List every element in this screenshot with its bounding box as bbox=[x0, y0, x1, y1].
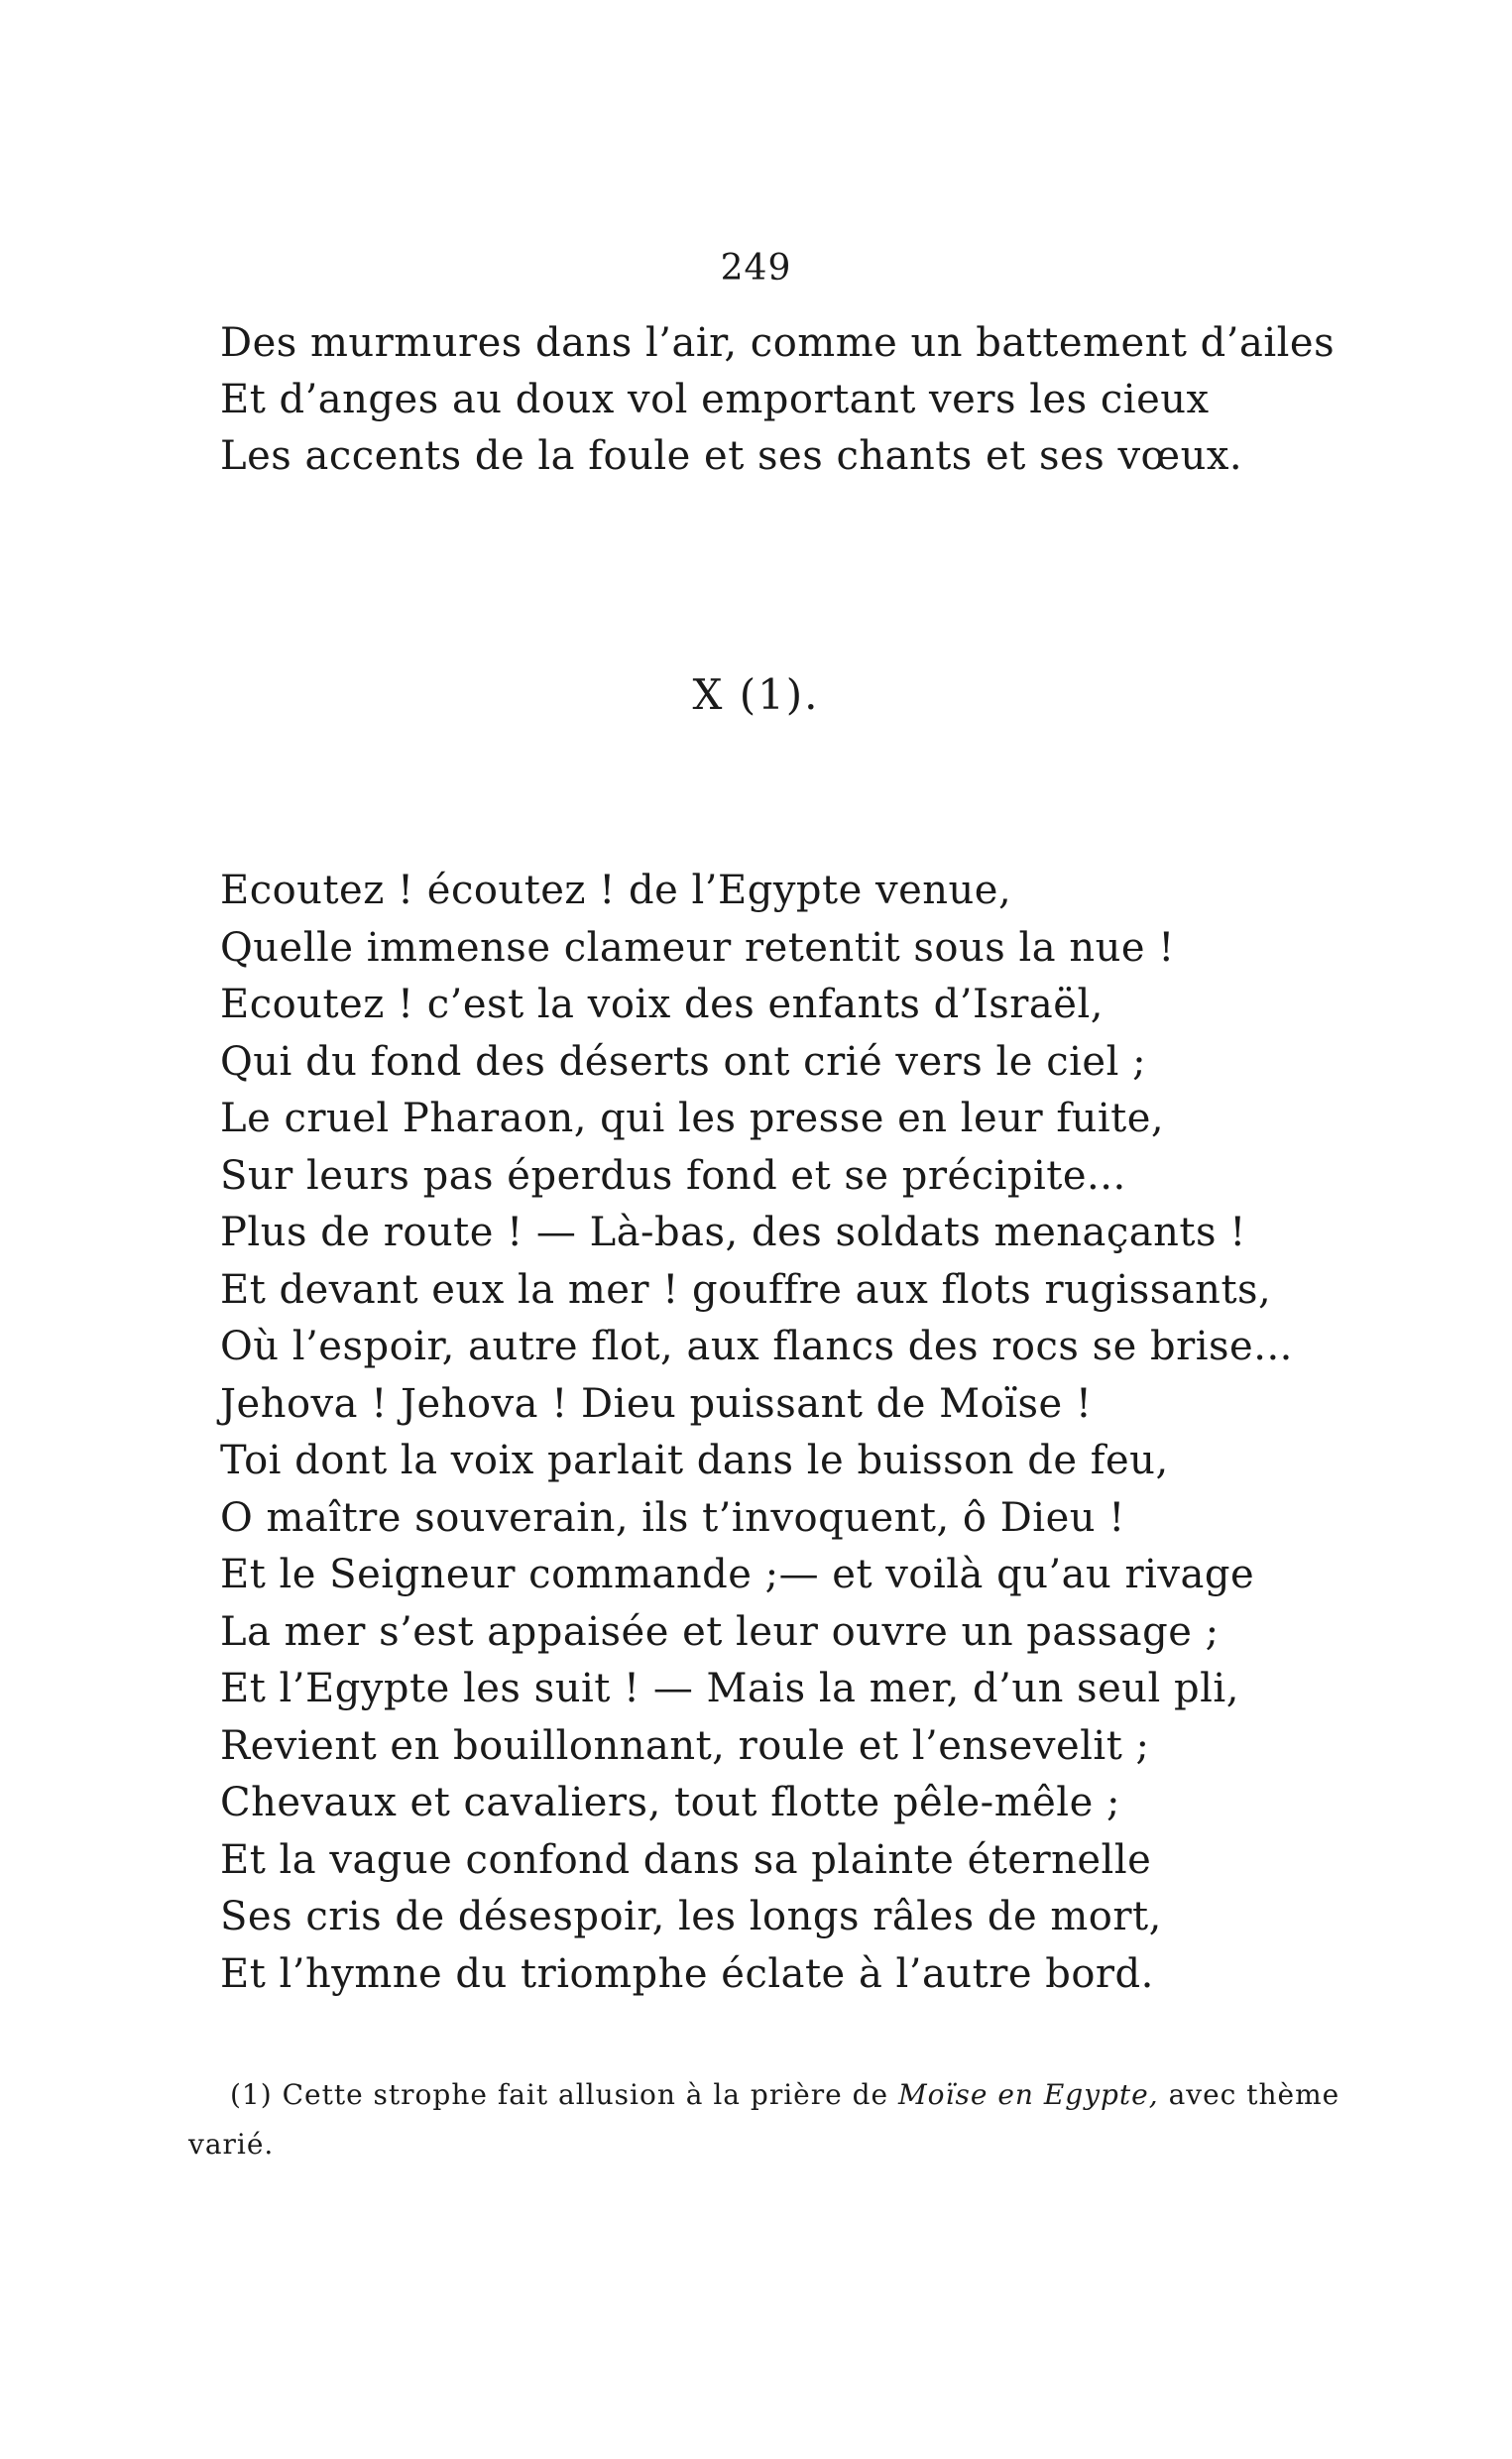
verse-line: Chevaux et cavaliers, tout flotte pêle-mêle ; bbox=[220, 1780, 1120, 1825]
page-number: 249 bbox=[720, 248, 792, 289]
verse-line: Et d’anges au doux vol emportant vers les cieux bbox=[220, 377, 1210, 422]
verse-line: Plus de route ! — Là-bas, des soldats menaçants ! bbox=[220, 1210, 1246, 1255]
verse-line: Revient en bouillonnant, roule et l’ensevelit ; bbox=[220, 1722, 1150, 1769]
section-title: X (1). bbox=[692, 670, 820, 719]
verse-line: Les accents de la foule et ses chants et ses vœux. bbox=[220, 433, 1243, 479]
verse-line: La mer s’est appaisée et leur ouvre un passage ; bbox=[220, 1608, 1220, 1655]
top-verse-stanza bbox=[220, 315, 1336, 485]
verse-line: Des murmures dans l’air, comme un battement d’ailes bbox=[220, 320, 1336, 366]
footnote-continuation: varié. bbox=[188, 2128, 275, 2161]
footnote-first-line bbox=[188, 2070, 1340, 2120]
verse-line: Ses cris de désespoir, les longs râles de mort, bbox=[220, 1894, 1162, 1939]
main-verse-stanza bbox=[220, 863, 1331, 2003]
verse-line: Et la vague confond dans sa plainte éternelle bbox=[220, 1836, 1152, 1883]
verse-line: O maître souverain, ils t’invoquent, ô Dieu ! bbox=[220, 1494, 1125, 1541]
verse-line: Où l’espoir, autre flot, aux flancs des rocs se brise... bbox=[220, 1324, 1293, 1369]
verse-line: Toi dont la voix parlait dans le buisson de feu, bbox=[220, 1438, 1169, 1483]
verse-line: Sur leurs pas éperdus fond et se précipite... bbox=[220, 1152, 1126, 1199]
verse-line: Et l’hymne du triomphe éclate à l’autre bord. bbox=[220, 1950, 1154, 1997]
verse-line: Et le Seigneur commande ;— et voilà qu’au rivage bbox=[220, 1552, 1255, 1597]
verse-line: Ecoutez ! c’est la voix des enfants d’Israël, bbox=[220, 982, 1104, 1027]
footnote-text: Cette strophe fait allusion à la prière de bbox=[282, 2078, 889, 2111]
verse-line: Quelle immense clameur retentit sous la nue ! bbox=[220, 924, 1175, 971]
verse-line: Ecoutez ! écoutez ! de l’Egypte venue, bbox=[220, 868, 1012, 913]
footnote-text-after: avec thème bbox=[1168, 2078, 1340, 2111]
verse-line: Qui du fond des déserts ont crié vers le ciel ; bbox=[220, 1038, 1147, 1085]
footnote-marker: (1) bbox=[230, 2078, 273, 2111]
verse-line: Et l’Egypte les suit ! — Mais la mer, d’un seul pli, bbox=[220, 1666, 1239, 1711]
verse-line: Le cruel Pharaon, qui les presse en leur fuite, bbox=[220, 1096, 1165, 1141]
footnote-title-italic: Moïse en Egypte, bbox=[898, 2078, 1159, 2111]
verse-line: Et devant eux la mer ! gouffre aux flots rugissants, bbox=[220, 1266, 1272, 1313]
verse-line: Jehova ! Jehova ! Dieu puissant de Moïse ! bbox=[220, 1380, 1093, 1427]
footnote bbox=[188, 2070, 1340, 2169]
